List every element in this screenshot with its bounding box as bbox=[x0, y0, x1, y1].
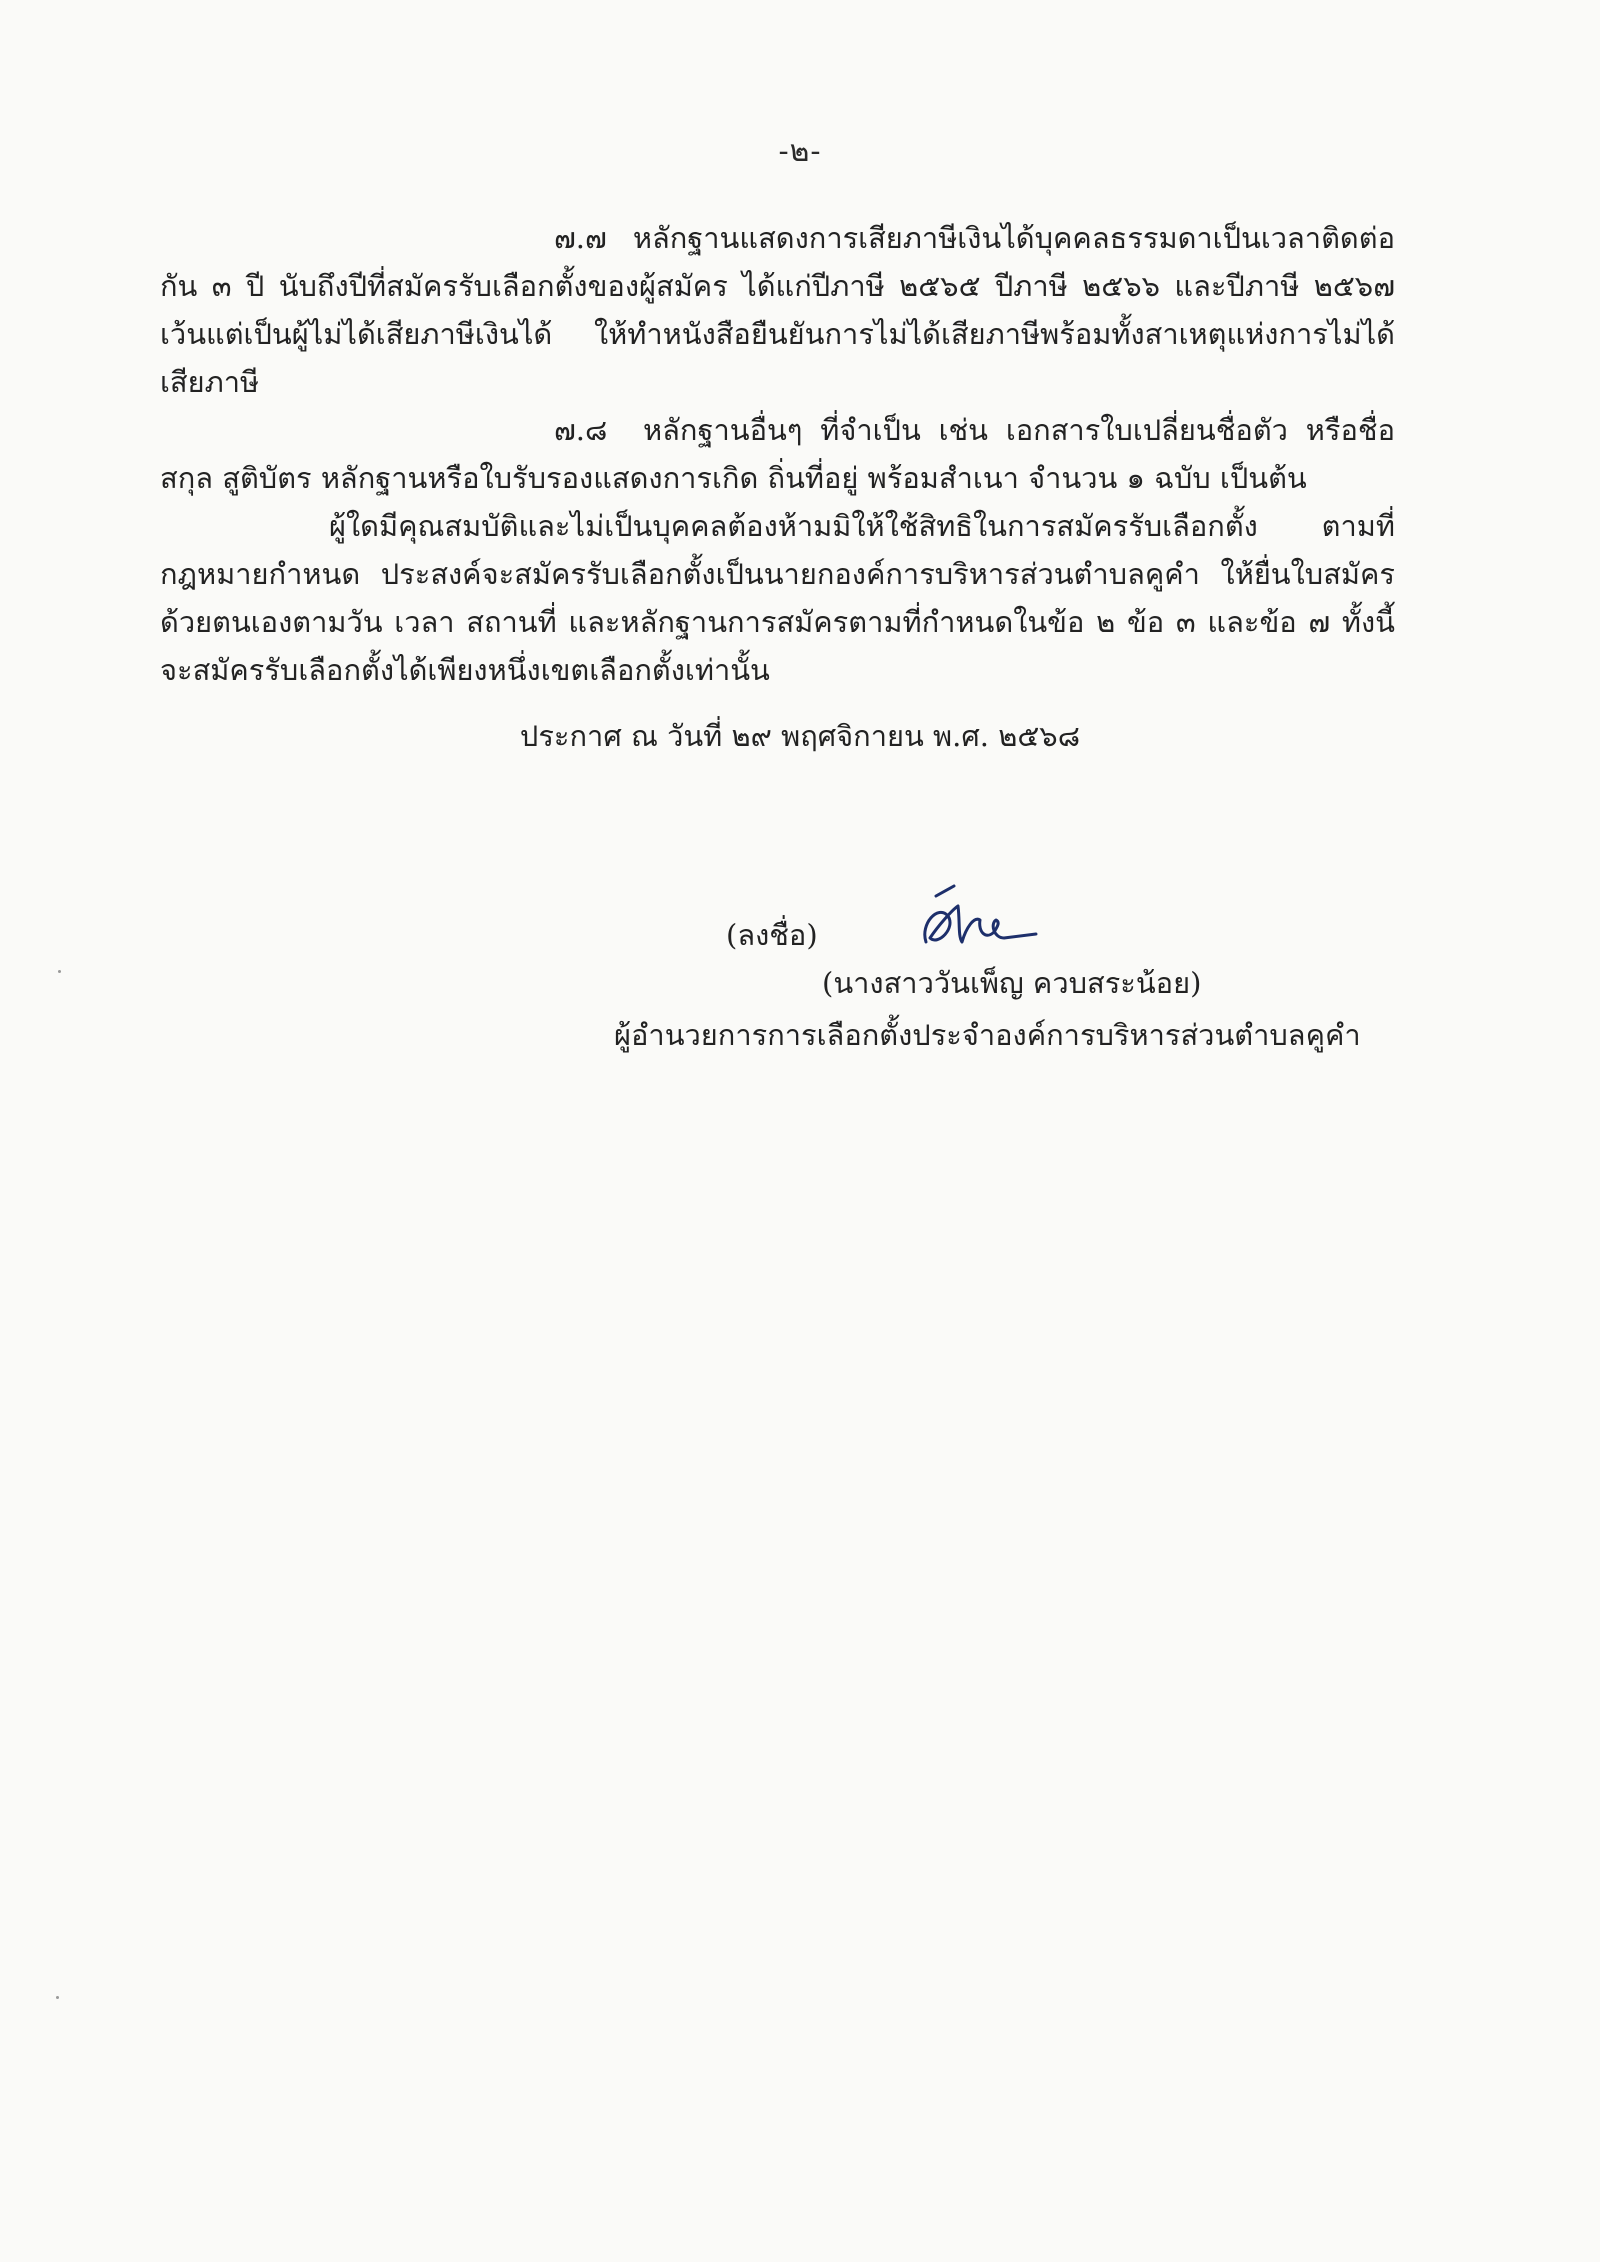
handwritten-signature bbox=[908, 876, 1048, 966]
signer-title: ผู้อำนวยการการเลือกตั้งประจำองค์การบริหารส่วนตำบลคูคำ bbox=[614, 1018, 1361, 1052]
eligibility-paragraph: ผู้ใดมีคุณสมบัติและไม่เป็นบุคคลต้องห้ามมิให้ใช้สิทธิในการสมัครรับเลือกตั้ง ตามที่กฎหมายกำหนด ประสงค์จะสมัครรับเลือกตั้งเป็นนายกองค์การบริหารส่วนตำบลคูคำ ให้ยื่นใบสมัครด้วยตนเองตามวัน เวลา สถานที่ และหลักฐานการสมัครตามที่กำหนดในข้อ ๒ ข้อ ๓ และข้อ ๗ ทั้งนี้ จะสมัครรับเลือกตั้งได้เพียงหนึ่งเขตเลือกตั้งเท่านั้น bbox=[160, 509, 1395, 687]
document-body bbox=[160, 214, 1395, 694]
clause-number: ๗.๗ bbox=[554, 221, 607, 255]
paper-speck bbox=[58, 970, 61, 973]
clause-7-7 bbox=[160, 214, 1395, 406]
clause-text: หลักฐานอื่นๆ ที่จำเป็น เช่น เอกสารใบเปลี่ยนชื่อตัว หรือชื่อสกุล สูติบัตร หลักฐานหรือใบรับรองแสดงการเกิด ถิ่นที่อยู่ พร้อมสำเนา จำนวน ๑ ฉบับ เป็นต้น bbox=[160, 413, 1395, 495]
signature-label: (ลงชื่อ) bbox=[726, 918, 818, 952]
signer-name: (นางสาววันเพ็ญ ควบสระน้อย) bbox=[822, 966, 1202, 1000]
clause-7-8 bbox=[160, 406, 1395, 502]
page-number: -๒- bbox=[778, 134, 822, 169]
announcement-date: ประกาศ ณ วันที่ ๒๙ พฤศจิกายน พ.ศ. ๒๕๖๘ bbox=[519, 719, 1081, 753]
clause-text: หลักฐานแสดงการเสียภาษีเงินได้บุคคลธรรมดาเป็นเวลาติดต่อกัน ๓ ปี นับถึงปีที่สมัครรับเลือกตั้งของผู้สมัคร ได้แก่ปีภาษี ๒๕๖๕ ปีภาษี ๒๕๖๖ และปีภาษี ๒๕๖๗ เว้นแต่เป็นผู้ไม่ได้เสียภาษีเงินได้ ให้ทำหนังสือยืนยันการไม่ได้เสียภาษีพร้อมทั้งสาเหตุแห่งการไม่ได้เสียภาษี bbox=[160, 221, 1395, 399]
clause-number: ๗.๘ bbox=[554, 413, 608, 447]
paper-speck bbox=[56, 1996, 59, 1999]
